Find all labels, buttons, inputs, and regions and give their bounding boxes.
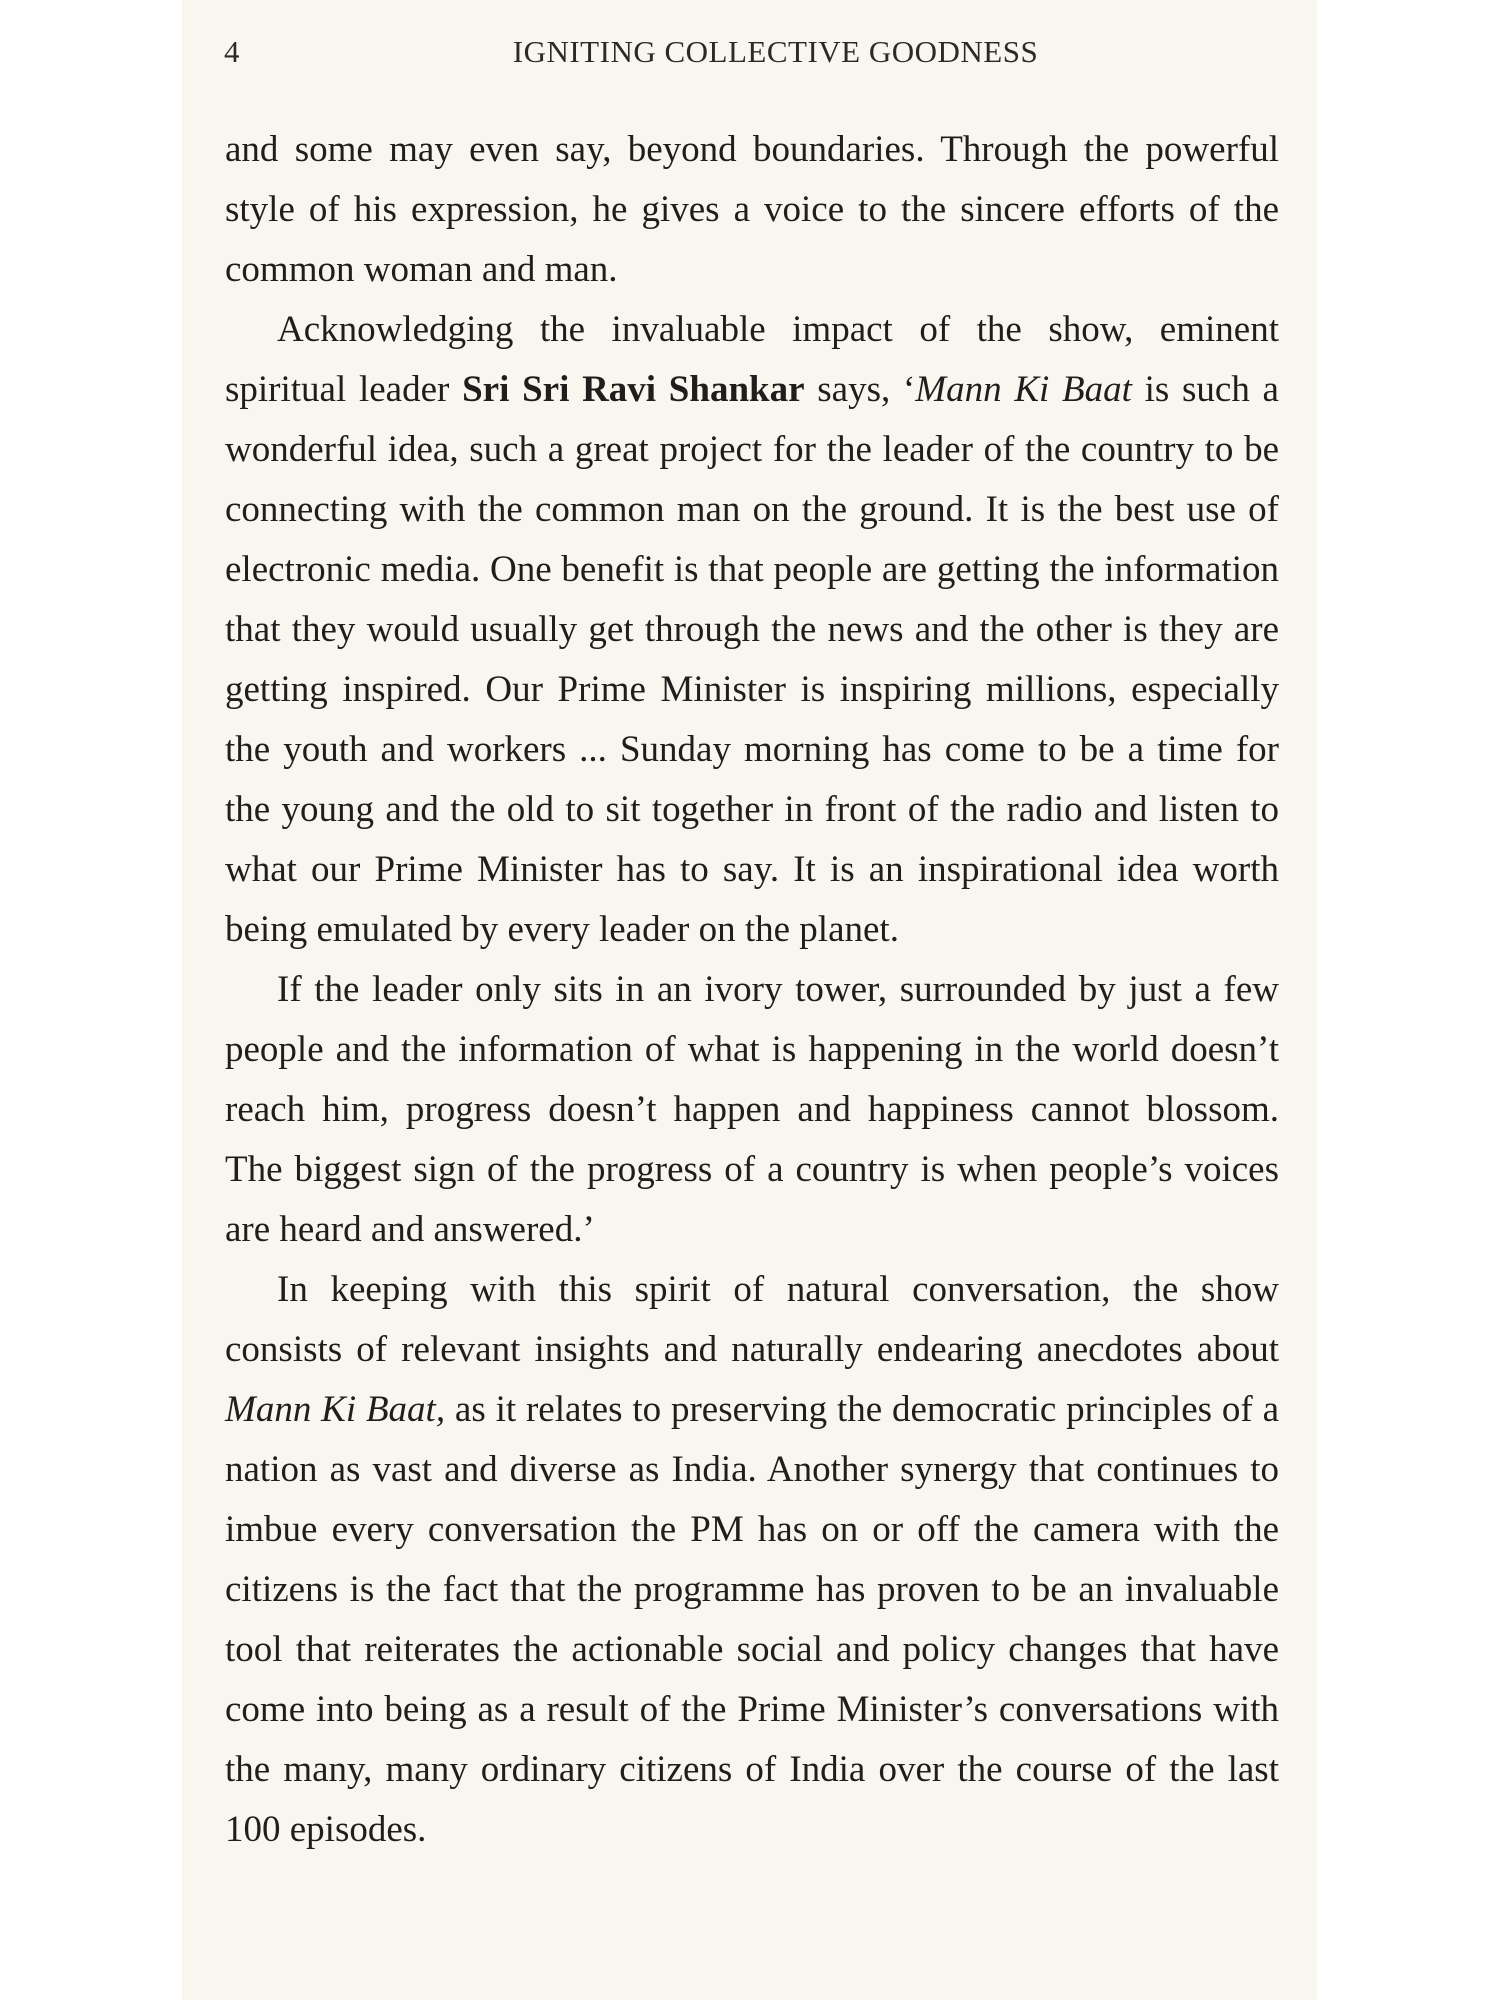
running-title: IGNITING COLLECTIVE GOODNESS — [512, 34, 1039, 69]
paragraph-2-text-b: says, ‘ — [804, 369, 916, 410]
body-text — [225, 120, 1279, 1860]
book-page — [182, 0, 1317, 2000]
page-header — [224, 34, 1287, 74]
paragraph-4-text-a: In keeping with this spirit of natural conversation, the show consists of relevant insights and naturally endearing anecdotes about — [225, 1269, 1279, 1370]
page-number: 4 — [224, 34, 240, 69]
show-title-italic-2: Mann Ki Baat, — [225, 1389, 446, 1430]
paragraph-2-text-c: is such a wonderful idea, such a great project for the leader of the country to be connecting with the common man on the ground. It is the best use of electronic media. One benefit is that people are getting the information that they would usually get through the news and the other is they are getting inspired. Our Prime Minister is inspiring millions, especially the youth and workers ... Sunday morning has come to be a time for the young and the old to sit together in front of the radio and listen to what our Prime Minister has to say. It is an inspirational idea worth being emulated by every leader on the planet. — [225, 369, 1279, 950]
paragraph-2 — [225, 300, 1279, 960]
paragraph-4 — [225, 1260, 1279, 1860]
paragraph-1 — [225, 120, 1279, 300]
paragraph-3-text: If the leader only sits in an ivory tower, surrounded by just a few people and the information of what is happening in the world doesn’t reach him, progress doesn’t happen and happiness cannot blossom. The biggest sign of the progress of a country is when people’s voices are heard and answered.’ — [225, 969, 1279, 1250]
paragraph-2-text-a: Acknowledging the invaluable impact of the show, eminent spiritual leader — [225, 309, 1279, 410]
show-title-italic: Mann Ki Baat — [915, 369, 1132, 410]
paragraph-3 — [225, 960, 1279, 1260]
paragraph-4-text-b: as it relates to preserving the democratic principles of a nation as vast and diverse as India. Another synergy that continues to imbue every conversation the PM has on or off the camera with the citizens is the fact that the programme has proven to be an invaluable tool that reiterates the actionable social and policy changes that have come into being as a result of the Prime Minister’s conversations with the many, many ordinary citizens of India over the course of the last 100 episodes. — [225, 1389, 1279, 1850]
speaker-name: Sri Sri Ravi Shankar — [462, 369, 805, 410]
paragraph-1-text: and some may even say, beyond boundaries. Through the powerful style of his expression, he gives a voice to the sincere efforts of the common woman and man. — [225, 129, 1279, 290]
